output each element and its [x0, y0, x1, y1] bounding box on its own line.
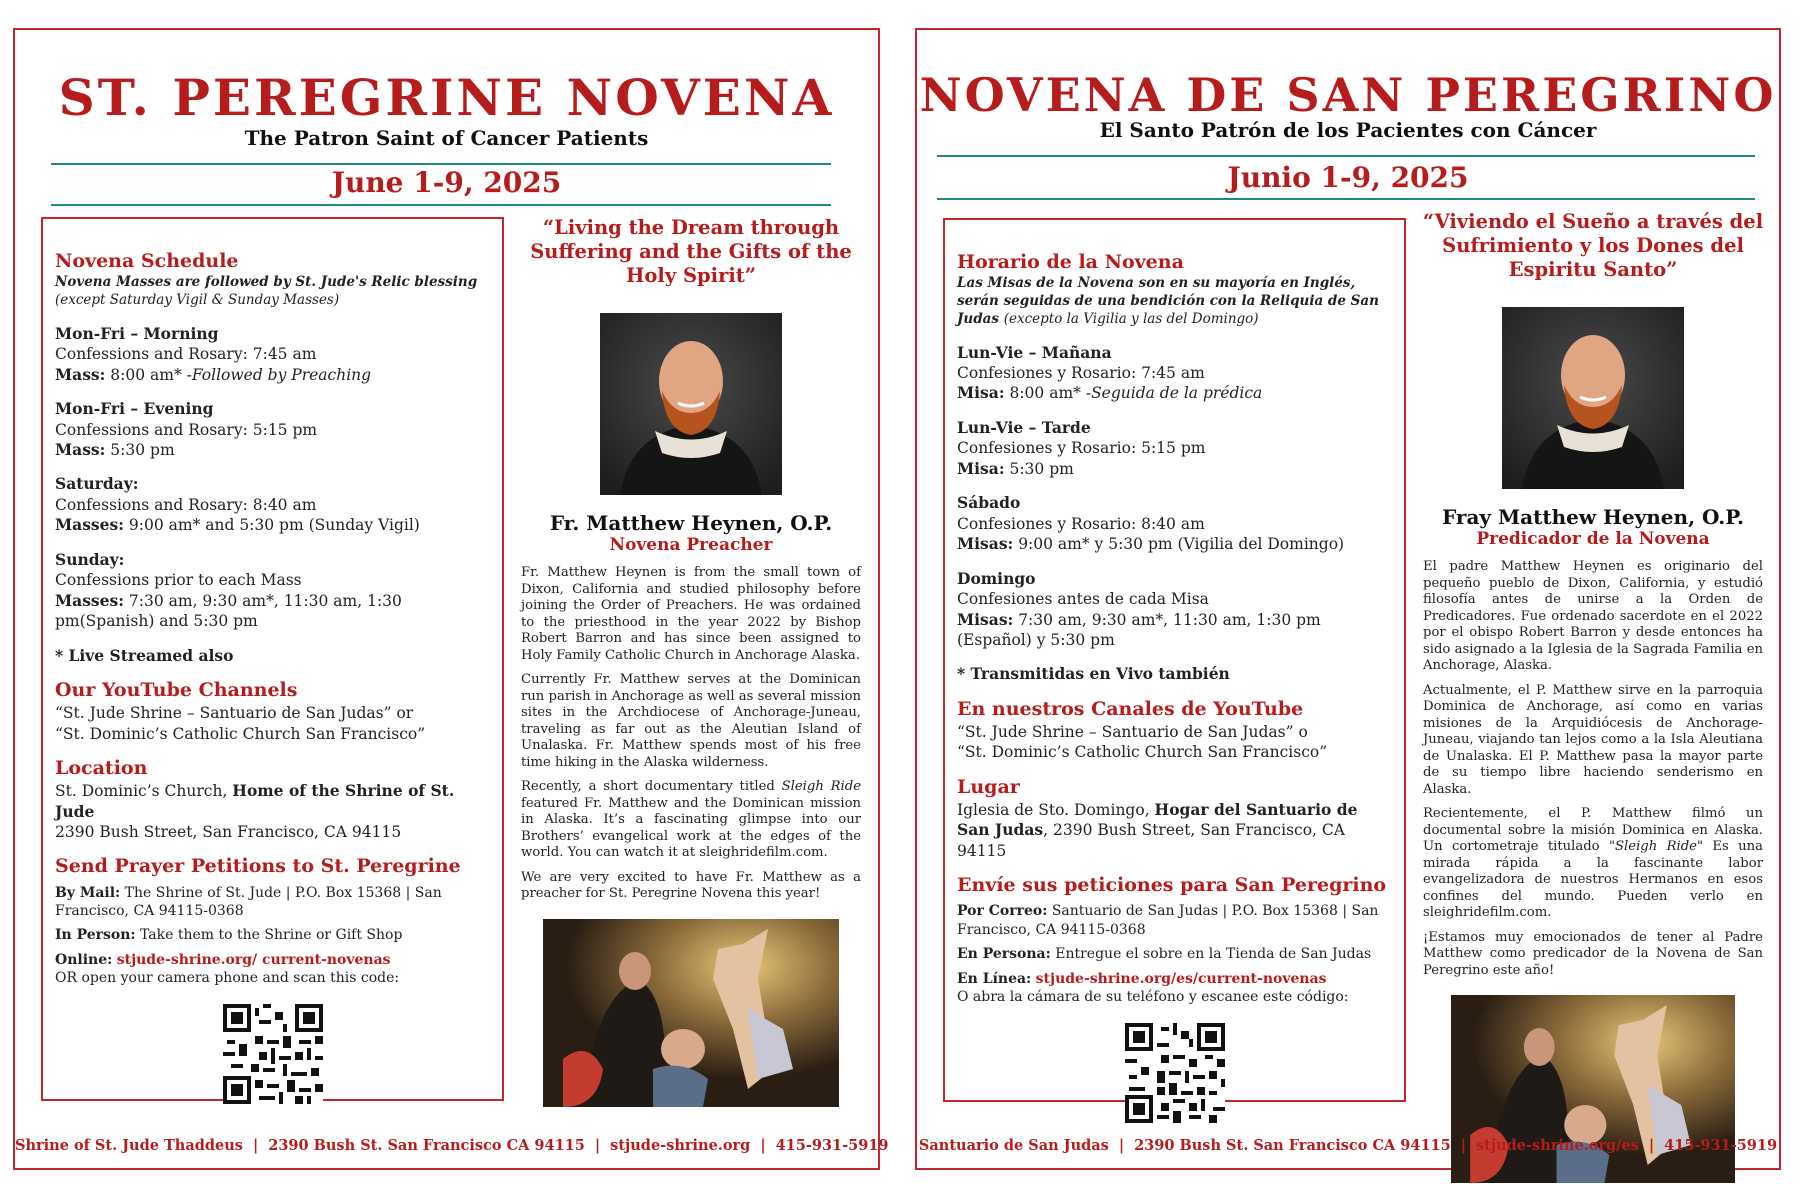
bio-paragraph: El padre Matthew Heynen es originario del pequeño pueblo de Dixon, California, y estudió filosofía antes de unirse a la Orden de Predicadores. Fue ordenado sacerdote en el 2022 por el obispo Robert Barron y desde entonces ha sido asignado a la Iglesia de la Sagrada Familia en Anchorage, Alaska. [1423, 559, 1763, 674]
petition-mail: Por Correo: Santuario de San Judas | P.O. Box 15368 | San Francisco, CA 94115-0368 [957, 903, 1379, 938]
divider [937, 198, 1755, 200]
footer-phone[interactable]: 415-931-5919 [1664, 1137, 1778, 1154]
petitions-heading: Send Prayer Petitions to St. Peregrine [55, 855, 461, 878]
footer-website[interactable]: stjude-shrine.org [610, 1137, 751, 1154]
location-address: 2390 Bush Street, San Francisco, CA 94115 [55, 823, 402, 842]
location-name: Iglesia de Sto. Domingo, Hogar del Santuario de San Judas, 2390 Bush Street, San Francisco, CA 94115 [957, 799, 1358, 860]
footer-address: 2390 Bush St. San Francisco CA 94115 [268, 1137, 585, 1154]
preacher-bio [515, 565, 867, 903]
petition-online: En Línea: stjude-shrine.org/es/current-novenas [957, 970, 1327, 987]
footer-shrine: Santuario de San Judas [918, 1137, 1109, 1154]
schedule-weekday-evening: Mon-Fri – Evening Confessions and Rosary: 5:15 pm Mass: 5:30 pm [55, 399, 318, 459]
preacher-role: Predicador de la Novena [1476, 529, 1710, 550]
bio-paragraph: Recently, a short documentary titled Sleigh Ride featured Fr. Matthew and the Dominican mission in Alaska. It’s a fascinating glimpse into our Brothers’ evangelical work at the edges of the world. You can watch it at sleighridefilm.com. [521, 779, 861, 861]
schedule-saturday: Saturday: Confessions and Rosary: 8:40 am Masses: 9:00 am* and 5:30 pm (Sunday Vigil) [55, 474, 420, 535]
youtube-channel-2[interactable]: “St. Dominic’s Catholic Church San Francisco” [957, 743, 1328, 762]
qr-code-icon[interactable] [223, 1004, 323, 1104]
livestream-note: * Transmitidas en Vivo también [957, 664, 1230, 684]
novena-date: Junio 1-9, 2025 [1227, 161, 1469, 194]
bio-paragraph: Recientemente, el P. Matthew filmó un documental sobre la misión Dominica en Alaska. Un cortometraje titulado "Sleigh Ride" Es una mirada rápida a la fascinante labor evangelizadora de nuestros Hermanos en esos confines del mundo. Pueden verlo en sleighridefilm.com. [1423, 806, 1763, 921]
novena-theme-quote: “Living the Dream through Suffering and the Gifts of the Holy Spirit” [530, 216, 852, 287]
preacher-photo [1502, 307, 1684, 489]
bio-paragraph: ¡Estamos muy emocionados de tener al Padre Matthew como predicador de la Novena de San Peregrino este año! [1423, 929, 1763, 978]
scan-instructions: O abra la cámara de su teléfono y escanee este código: [957, 989, 1349, 1006]
scan-instructions: OR open your camera phone and scan this code: [55, 970, 400, 987]
schedule-weekday-morning: Lun-Vie – Mañana Confesiones y Rosario: 7:45 am Misa: 8:00 am* -Seguida de la prédica [957, 342, 1263, 403]
petitions-heading: Envíe sus peticiones para San Peregrino [957, 874, 1387, 897]
flyer-title: ST. PEREGRINE NOVENA [58, 68, 835, 127]
divider [51, 163, 831, 165]
bio-paragraph: We are very excited to have Fr. Matthew as a preacher for St. Peregrine Novena this year! [521, 869, 861, 902]
preacher-photo [600, 313, 782, 495]
preacher-bio [1417, 559, 1769, 979]
flyer-subtitle: El Santo Patrón de los Pacientes con Cáncer [1099, 118, 1597, 142]
divider [937, 155, 1755, 157]
schedule-weekday-morning: Mon-Fri – Morning Confessions and Rosary: 7:45 am Mass: 8:00 am* -Followed by Preaching [55, 323, 372, 384]
footer: Shrine of St. Jude Thaddeus | 2390 Bush St. San Francisco CA 94115 | stjude-shrine.org | 415-931-5919 [15, 1137, 889, 1154]
youtube-heading: Our YouTube Channels [55, 679, 298, 702]
petition-online: Online: stjude-shrine.org/ current-novenas [55, 951, 391, 968]
livestream-note: * Live Streamed also [55, 645, 234, 665]
preacher-column [515, 216, 867, 1107]
qr-code-icon[interactable] [1125, 1023, 1225, 1123]
petition-mail: By Mail: The Shrine of St. Jude | P.O. Box 15368 | San Francisco, CA 94115-0368 [55, 884, 442, 920]
schedule-note: Novena Masses are followed by St. Jude's Relic blessing (except Saturday Vigil & Sunday Masses) [55, 274, 478, 308]
schedule-saturday: Sábado Confesiones y Rosario: 8:40 am Misas: 9:00 am* y 5:30 pm (Vigilia del Domingo) [957, 493, 1345, 554]
youtube-channel-1[interactable]: “St. Jude Shrine – Santuario de San Judas” o [957, 722, 1308, 741]
bio-paragraph: Fr. Matthew Heynen is from the small town of Dixon, California and studied philosophy before joining the Order of Preachers. He was ordained to the priesthood in the year 2022 by Bishop Robert Barron and has since been assigned to Holy Family Catholic Church in Anchorage Alaska. [521, 565, 861, 663]
preacher-name: Fray Matthew Heynen, O.P. [1442, 505, 1744, 530]
novena-date: June 1-9, 2025 [331, 166, 562, 199]
flyer-spanish [915, 28, 1781, 1170]
divider [51, 204, 831, 206]
petition-in-person: En Persona: Entregue el sobre en la Tienda de San Judas [957, 946, 1372, 963]
location-heading: Lugar [957, 775, 1020, 798]
schedule-sunday: Domingo Confesiones antes de cada Misa Misas: 7:30 am, 9:30 am*, 11:30 am, 1:30 pm (Español) y 5:30 pm [957, 568, 1321, 649]
preacher-column [1417, 210, 1769, 1183]
schedule-heading: Novena Schedule [55, 250, 239, 272]
novena-theme-quote: “Viviendo el Sueño a través del Sufrimiento y los Dones del Espiritu Santo” [1422, 210, 1764, 281]
footer-website[interactable]: stjude-shrine.org/es [1476, 1137, 1639, 1154]
bio-paragraph: Actualmente, el P. Matthew sirve en la parroquia Dominica de Anchorage, así como en varias misiones de la Arquidiócesis de Anchorage-Juneau, viajando tan lejos como a la Isla Aleutiana de Unalaska. El P. Matthew pasa la mayor parte de su tiempo libre haciendo senderismo en Alaska. [1423, 682, 1763, 797]
footer-phone[interactable]: 415-931-5919 [775, 1137, 889, 1154]
footer-address: 2390 Bush St. San Francisco CA 94115 [1134, 1137, 1451, 1154]
location-name: St. Dominic’s Church, Home of the Shrine of St. Jude [55, 781, 455, 821]
flyer-english [13, 28, 889, 1170]
footer-shrine: Shrine of St. Jude Thaddeus [15, 1137, 243, 1154]
schedule-sunday: Sunday: Confessions prior to each Mass Masses: 7:30 am, 9:30 am*, 11:30 am, 1:30 pm(Spanish) and 5:30 pm [55, 549, 402, 631]
schedule-box [41, 217, 504, 1101]
schedule-heading: Horario de la Novena [957, 251, 1184, 273]
schedule-note: Las Misas de la Novena son en su mayoría en Inglés, serán seguidas de una bendición con la Reliquia de San Judas (excepto la Vigilia y las del Domingo) [957, 275, 1379, 327]
petition-in-person: In Person: Take them to the Shrine or Gift Shop [55, 927, 403, 944]
preacher-role: Novena Preacher [609, 535, 773, 556]
schedule-weekday-evening: Lun-Vie – Tarde Confesiones y Rosario: 5:15 pm Misa: 5:30 pm [957, 417, 1206, 478]
flyer-subtitle: The Patron Saint of Cancer Patients [244, 126, 649, 150]
youtube-channel-1[interactable]: “St. Jude Shrine – Santuario de San Judas” or [55, 704, 414, 723]
schedule-box [943, 218, 1406, 1102]
flyer-title: NOVENA DE SAN PEREGRINO [919, 68, 1777, 122]
st-peregrine-painting [543, 919, 839, 1107]
petition-online-link[interactable]: stjude-shrine.org/ current-novenas [116, 951, 391, 968]
bio-paragraph: Currently Fr. Matthew serves at the Dominican run parish in Anchorage as well as several mission sites in the Archdiocese of Anchorage-Juneau, traveling as far out as the Aleutian Island of Unalaska. Fr. Matthew spends most of his free time hiking in the Alaska wilderness. [521, 672, 861, 770]
st-peregrine-painting [1451, 995, 1735, 1183]
petition-online-link[interactable]: stjude-shrine.org/es/current-novenas [1035, 970, 1327, 987]
youtube-channel-2[interactable]: “St. Dominic’s Catholic Church San Francisco” [55, 724, 426, 743]
preacher-name: Fr. Matthew Heynen, O.P. [549, 511, 833, 536]
youtube-heading: En nuestros Canales de YouTube [957, 697, 1304, 720]
footer: Santuario de San Judas | 2390 Bush St. San Francisco CA 94115 | stjude-shrine.org/es | 415-931-5919 [918, 1137, 1778, 1154]
location-heading: Location [55, 757, 148, 780]
